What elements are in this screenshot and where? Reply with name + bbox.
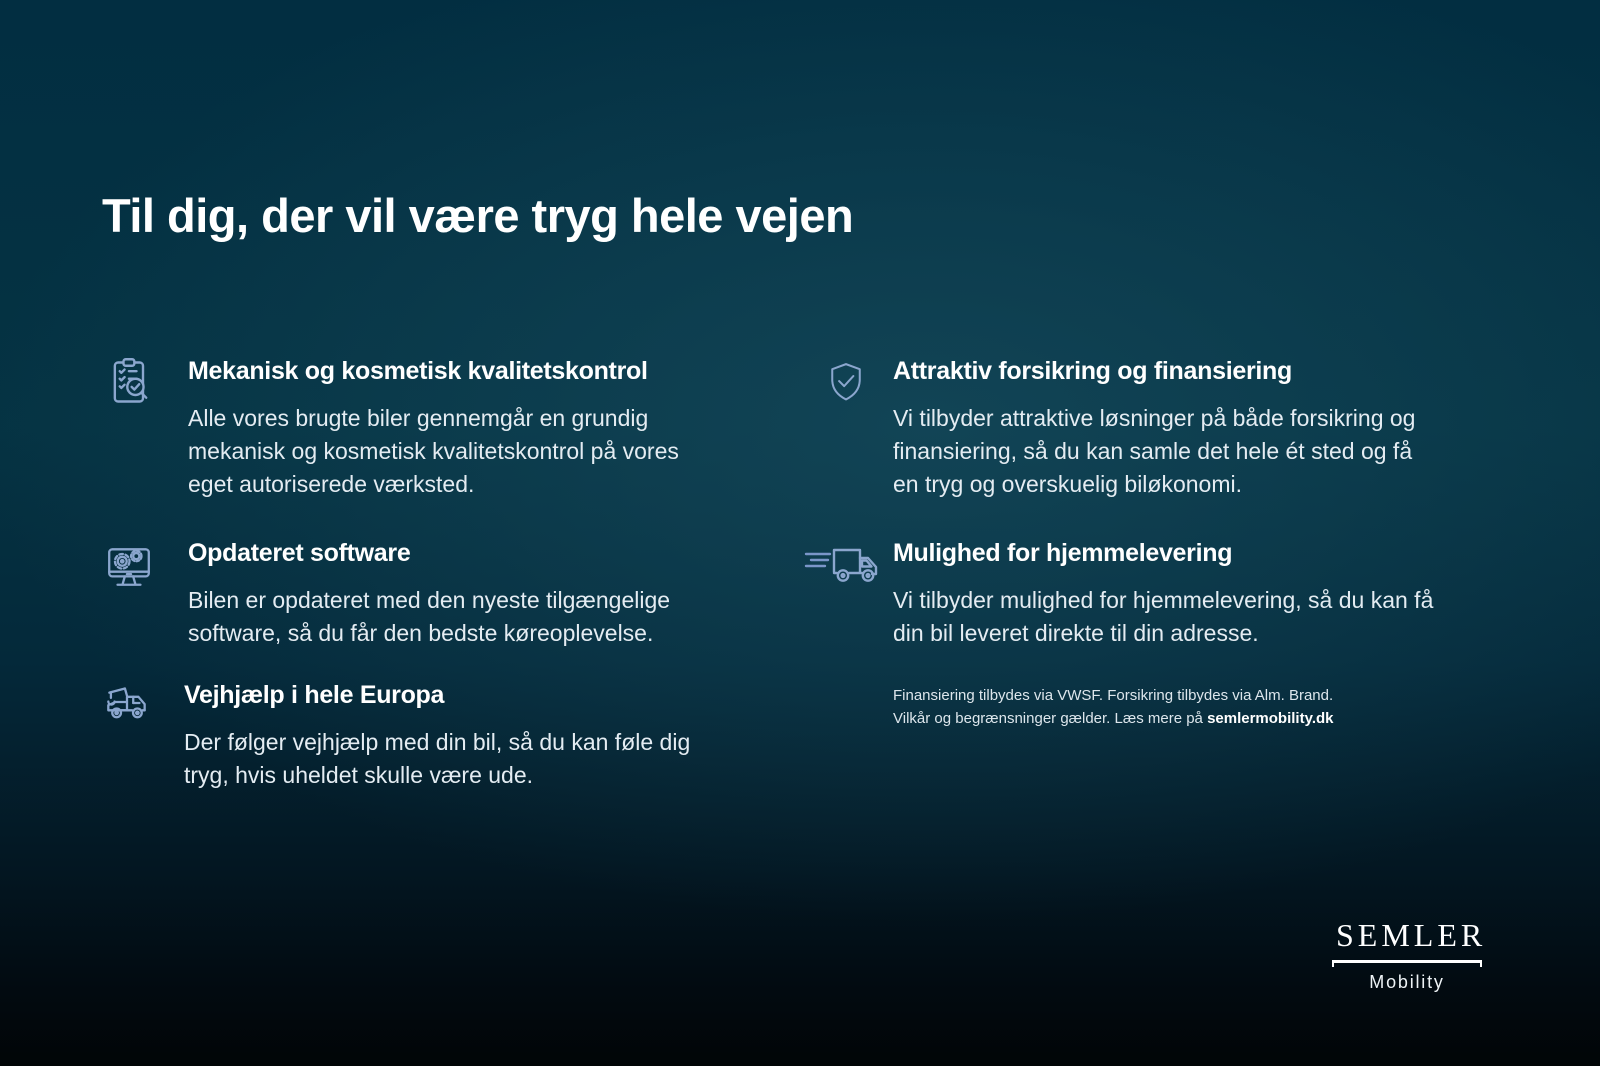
logo-rule xyxy=(1332,960,1482,967)
feature-body-line: Vi tilbyder attraktive løsninger på både forsikring og xyxy=(893,405,1416,431)
website-domain: semlermobility.dk xyxy=(1207,710,1334,727)
feature-text xyxy=(184,680,690,792)
feature-body-line: Vi tilbyder mulighed for hjemmelevering, så du kan få xyxy=(893,587,1434,613)
legal-footnote xyxy=(893,684,1334,730)
feature-body-line: Alle vores brugte biler gennemgår en grundig xyxy=(188,405,649,431)
feature-icon-slot xyxy=(104,356,188,408)
feature-text xyxy=(893,356,1415,501)
feature-insurance-financing xyxy=(812,356,1415,501)
feature-icon-slot xyxy=(104,538,188,592)
feature-roadside-assistance xyxy=(100,680,690,792)
feature-heading: Mekanisk og kosmetisk kvalitetskontrol xyxy=(188,357,648,385)
feature-home-delivery xyxy=(798,538,1433,650)
feature-body-line: din bil leveret direkte til din adresse. xyxy=(893,620,1259,646)
clipboard-inspection-icon xyxy=(104,356,156,408)
feature-body-line: Bilen er opdateret med den nyeste tilgængelige xyxy=(188,587,671,613)
feature-icon-slot xyxy=(798,538,893,588)
feature-updated-software xyxy=(104,538,670,650)
page-title: Til dig, der vil være tryg hele vejen xyxy=(102,189,854,242)
feature-body-line: eget autoriserede værksted. xyxy=(188,471,475,497)
feature-body-line: tryg, hvis uheldet skulle være ude. xyxy=(184,762,534,788)
feature-heading: Opdateret software xyxy=(188,539,411,567)
feature-quality-control xyxy=(104,356,679,501)
feature-icon-slot xyxy=(812,356,893,406)
feature-text xyxy=(893,538,1433,650)
footnote-line xyxy=(893,707,1334,730)
feature-heading: Mulighed for hjemmelevering xyxy=(893,539,1233,567)
logo-subtitle: Mobility xyxy=(1369,972,1445,992)
logo-wordmark: SEMLER xyxy=(1336,917,1487,953)
feature-text xyxy=(188,356,679,501)
feature-body-line: en tryg og overskuelig biløkonomi. xyxy=(893,471,1242,497)
footnote-text: Vilkår og begrænsninger gælder. Læs mere på xyxy=(893,710,1208,727)
feature-body-line: mekanisk og kosmetisk kvalitetskontrol på vores xyxy=(188,438,679,464)
semler-mobility-logo xyxy=(1332,916,1487,993)
footnote-line: Finansiering tilbydes via VWSF. Forsikring tilbydes via Alm. Brand. xyxy=(893,687,1334,704)
tow-truck-icon xyxy=(100,678,154,726)
feature-body-line: Der følger vejhjælp med din bil, så du kan føle dig xyxy=(184,729,691,755)
feature-text xyxy=(188,538,670,650)
feature-heading: Attraktiv forsikring og finansiering xyxy=(893,357,1292,385)
delivery-truck-icon xyxy=(804,542,882,588)
feature-body-line: software, så du får den bedste køreoplevelse. xyxy=(188,620,654,646)
monitor-gears-icon xyxy=(104,542,154,592)
feature-icon-slot xyxy=(100,680,184,726)
feature-heading: Vejhjælp i hele Europa xyxy=(184,681,445,709)
feature-body-line: finansiering, så du kan samle det hele ét sted og få xyxy=(893,438,1413,464)
shield-check-icon xyxy=(824,358,868,406)
